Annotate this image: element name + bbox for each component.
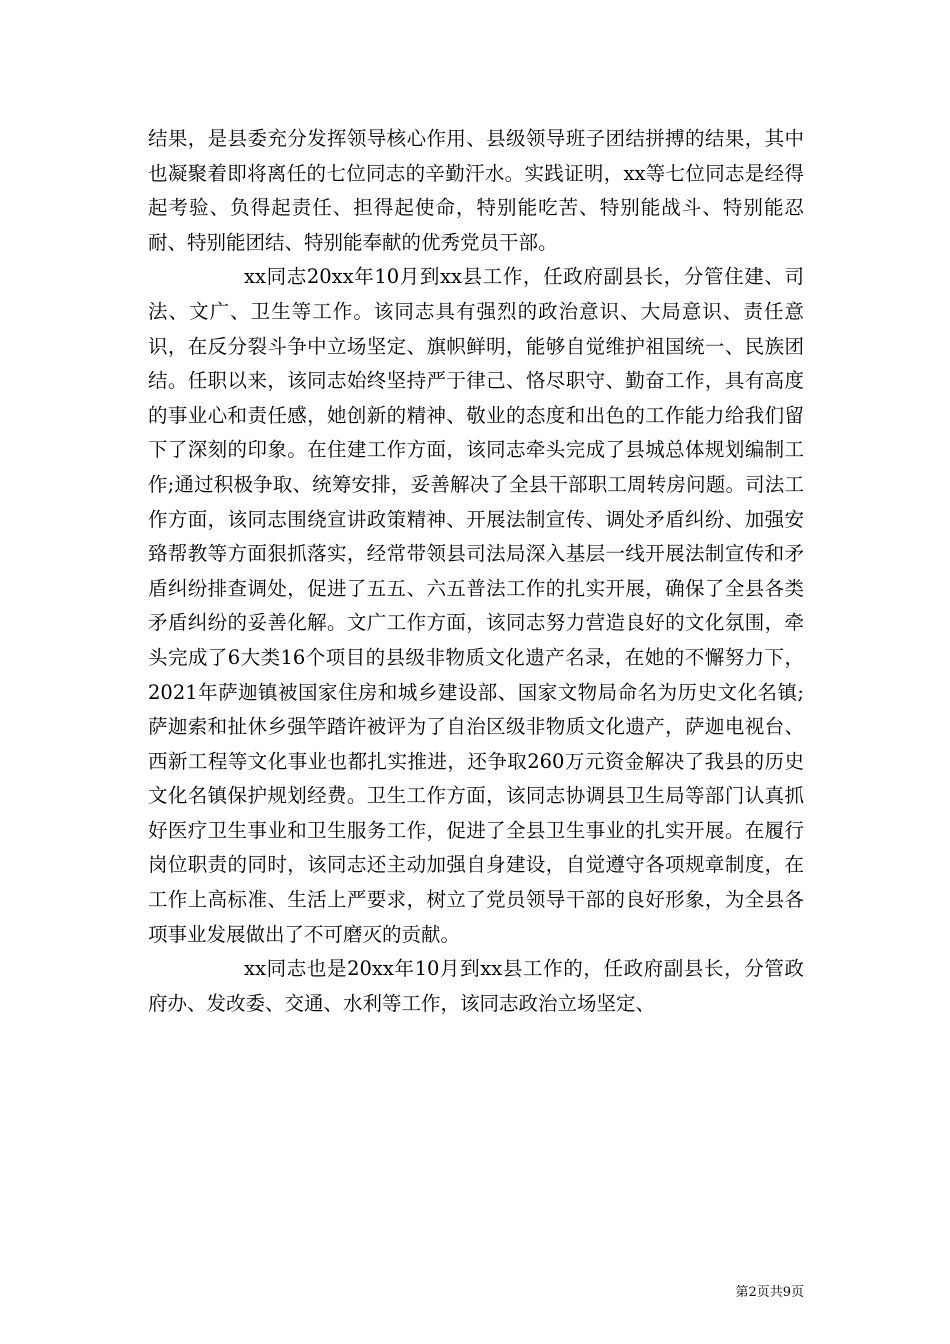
page-number-footer: 第2页共9页 [735, 1285, 804, 1300]
paragraph-1: 结果，是县委充分发挥领导核心作用、县级领导班子团结拼搏的结果，其中也凝聚着即将离任的七位同志的辛勤汗水。实践证明，xx等七位同志是经得起考验、负得起责任、担得起使命，特别能吃苦、特别能战斗、特别能忍耐、特别能团结、特别能奉献的优秀党员干部。 [148, 127, 804, 254]
paragraph-2: xx同志20xx年10月到xx县工作，任政府副县长，分管住建、司法、文广、卫生等工作。该同志具有强烈的政治意识、大局意识、责任意识，在反分裂斗争中立场坚定、旗帜鲜明，能够自觉维护祖国统一、民族团结。任职以来，该同志始终坚持严于律己、恪尽职守、勤奋工作，具有高度的事业心和责任感，她创新的精神、敬业的态度和出色的工作能力给我们留下了深刻的印象。在住建工作方面，该同志牵头完成了县城总体规划编制工作;通过积极争取、统筹安排，妥善解决了全县干部职工周转房问题。司法工作方面，该同志围绕宣讲政策精神、开展法制宣传、调处矛盾纠纷、加强安臵帮教等方面狠抓落实，经常带领县司法局深入基层一线开展法制宣传和矛盾纠纷排查调处，促进了五五、六五普法工作的扎实开展，确保了全县各类矛盾纠纷的妥善化解。文广工作方面，该同志努力营造良好的文化氛围，牵头完成了6大类16个项目的县级非物质文化遗产名录，在她的不懈努力下，2021年萨迦镇被国家住房和城乡建设部、国家文物局命名为历史文化名镇;萨迦索和扯休乡强竿踏许被评为了自治区级非物质文化遗产，萨迦电视台、西新工程等文化事业也都扎实推进，还争取260万元资金解决了我县的历史文化名镇保护规划经费。卫生工作方面，该同志协调县卫生局等部门认真抓好医疗卫生事业和卫生服务工作，促进了全县卫生事业的扎实开展。在履行岗位职责的同时，该同志还主动加强自身建设，自觉遵守各项规章制度，在工作上高标准、生活上严要求，树立了党员领导干部的良好形象，为全县各项事业发展做出了不可磨灭的贡献。 [148, 265, 804, 946]
paragraph-3: xx同志也是20xx年10月到xx县工作的，任政府副县长，分管政府办、发改委、交通、水利等工作，该同志政治立场坚定、 [148, 957, 804, 1015]
document-body [148, 122, 804, 1021]
